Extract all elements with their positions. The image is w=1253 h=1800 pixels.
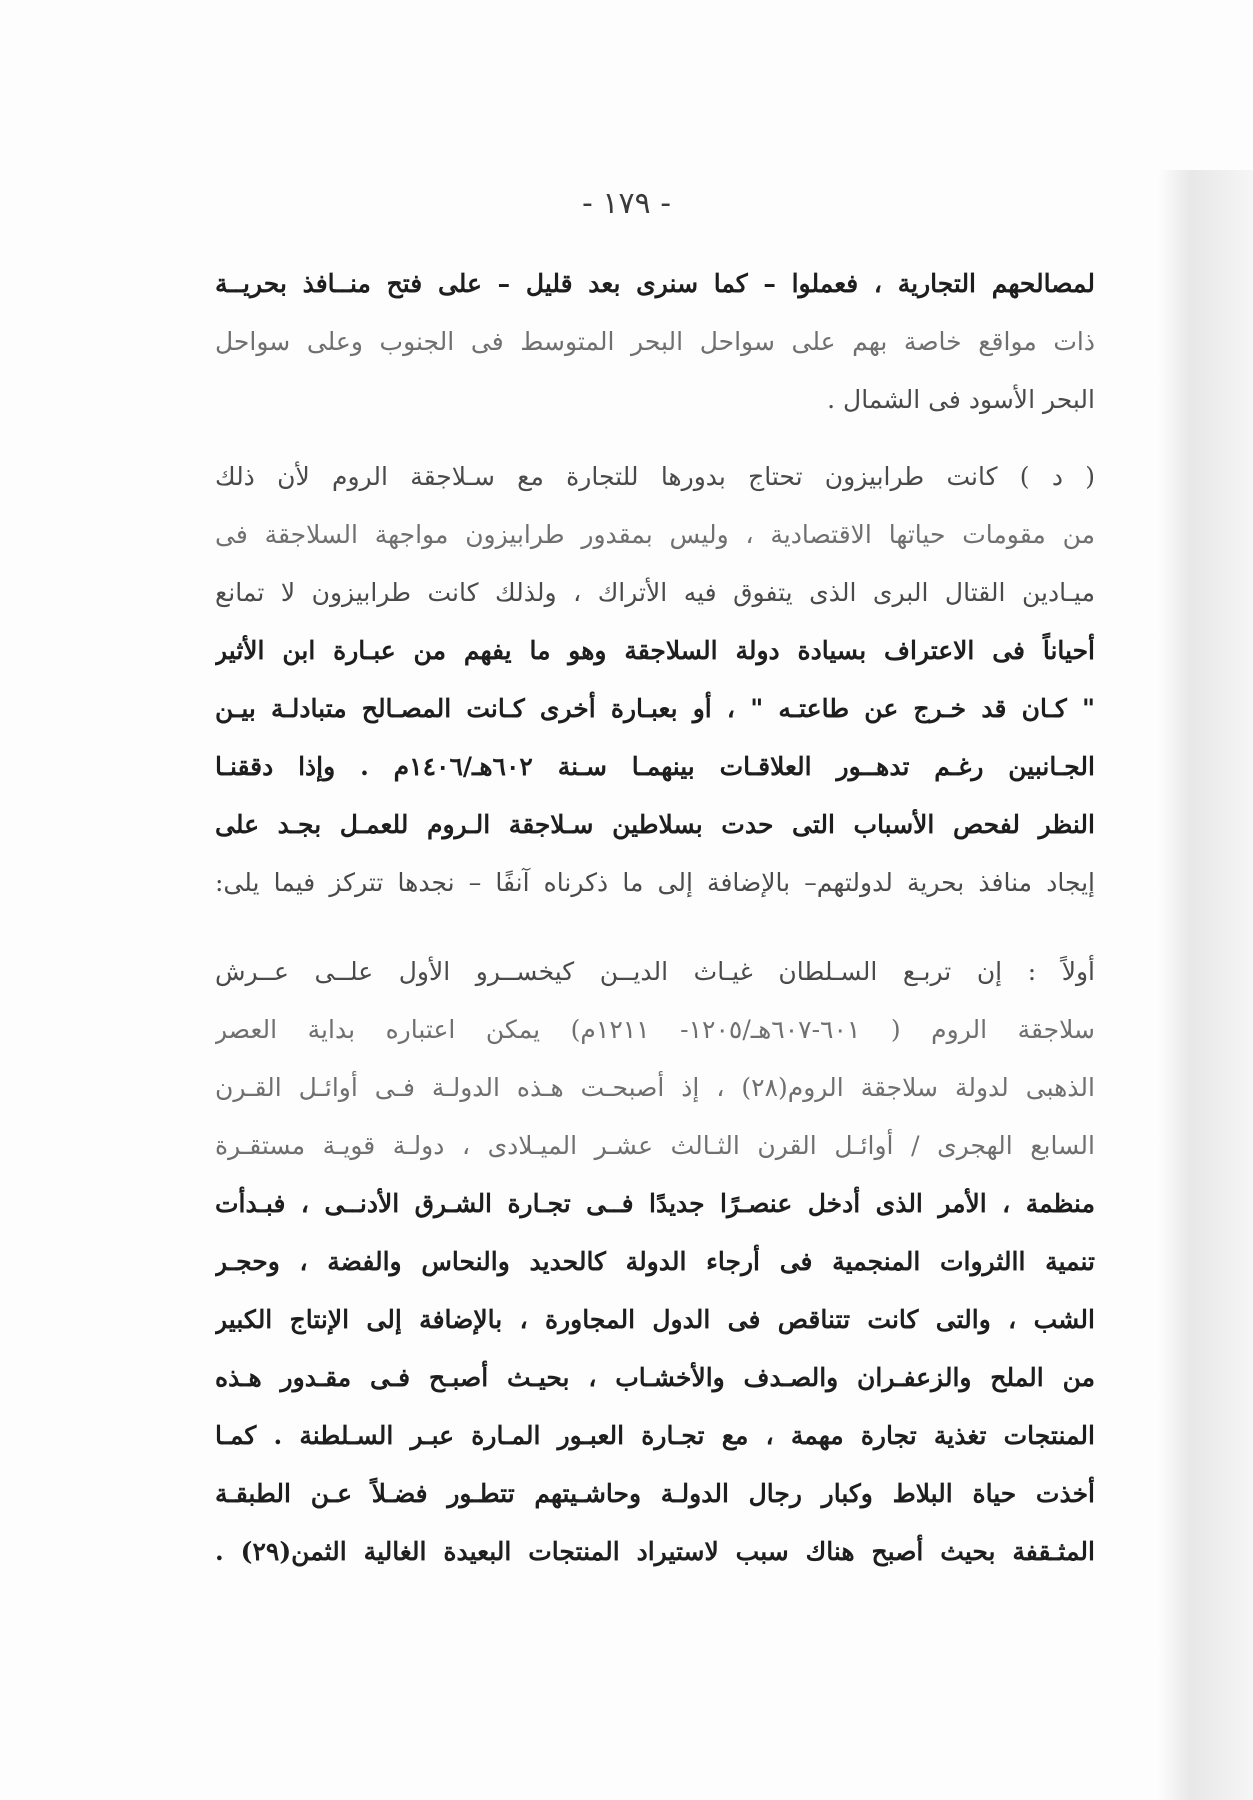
text-line: من مقومات حياتها الاقتصادية ، وليس بمقدور طرابيزون مواجهة السلاجقة فى [215,520,1095,549]
text-line: ( د ) كانت طرابيزون تحتاج بدورها للتجارة مع سـلاجقة الروم لأن ذلك [215,462,1095,491]
text-line: لمصالحهم التجارية ، فعملوا – كما سنرى بعد قليل – على فتح منــافذ بحريــة [215,269,1095,298]
text-line: منظمة ، الأمر الذى أدخل عنصـرًا جديدًا فــى تجـارة الشـرق الأدنــى ، فبـدأت [215,1189,1095,1218]
text-line: النظر لفحص الأسباب التى حدت بسلاطين سـلاجقة الـروم للعمـل بجـد على [215,810,1095,839]
text-line: " كـان قد خـرج عن طاعتـه " ، أو بعبـارة أخرى كـانت المصـالح متبادلـة بيـن [215,694,1095,723]
text-line: ميـادين القتال البرى الذى يتفوق فيه الأتراك ، ولذلك كانت طرابيزون لا تمانع [215,578,1095,607]
paragraph-dal [215,448,1095,912]
text-line: ذات مواقع خاصة بهم على سواحل البحر المتوسط فى الجنوب وعلى سواحل [215,327,1095,356]
text-line: البحر الأسود فى الشمال . [827,385,1095,414]
text-line: الشب ، والتى كانت تتناقص فى الدول المجاورة ، بالإضافة إلى الإنتاج الكبير [215,1305,1095,1334]
text-line: من الملح والزعفـران والصـدف والأخشـاب ، بحيـث أصبـح فـى مقـدور هـذه [215,1363,1095,1392]
text-line: أولاً : إن تربـع السـلطان غيـاث الديــن كيخســرو الأول علــى عــرش [215,957,1095,986]
binding-shadow [1158,170,1253,1800]
text-line: الذهبى لدولة سلاجقة الروم(٢٨) ، إذ أصبحـت هـذه الدولـة فـى أوائـل القـرن [215,1073,1095,1102]
page-number: - ١٧٩ - [581,186,672,221]
text-line: سلاجقة الروم ( ٦٠١-٦٠٧هـ/١٢٠٥- ١٢١١م) يمكن اعتباره بداية العصر [215,1015,1095,1044]
text-line: أحياناً فى الاعتراف بسيادة دولة السلاجقة وهو ما يفهم من عبـارة ابن الأثير [215,636,1095,665]
text-line: تنمية االثروات المنجمية فى أرجاء الدولة كالحديد والنحاس والفضة ، وحجـر [215,1247,1095,1276]
paragraph-first [215,943,1095,1581]
text-line: أخذت حياة البلاط وكبار رجال الدولـة وحاشـيتهم تتطـور فضـلاً عـن الطبقـة [215,1479,1095,1508]
text-line: المنتجات تغذية تجارة مهمة ، مع تجـارة العبـور المـارة عبـر السـلطنة . كمـا [215,1421,1095,1450]
paragraph-continuation [215,255,1095,429]
text-line: السابع الهجرى / أوائـل القرن الثـالث عشـر الميـلادى ، دولـة قويـة مستقـرة [215,1131,1095,1160]
text-line: المثـقفة بحيث أصبح هناك سبب لاستيراد المنتجات البعيدة الغالية الثمن(٢٩) . [215,1537,1095,1566]
text-line: الجـانبين رغـم تدهــور العلاقـات بينهمـا سـنة ٦٠٢هـ/١٤٠٦م . وإذا دققنـا [215,752,1095,781]
text-line: إيجاد منافذ بحرية لدولتهم– بالإضافة إلى ما ذكرناه آنفًا – نجدها تتركز فيما يلى: [215,868,1095,897]
